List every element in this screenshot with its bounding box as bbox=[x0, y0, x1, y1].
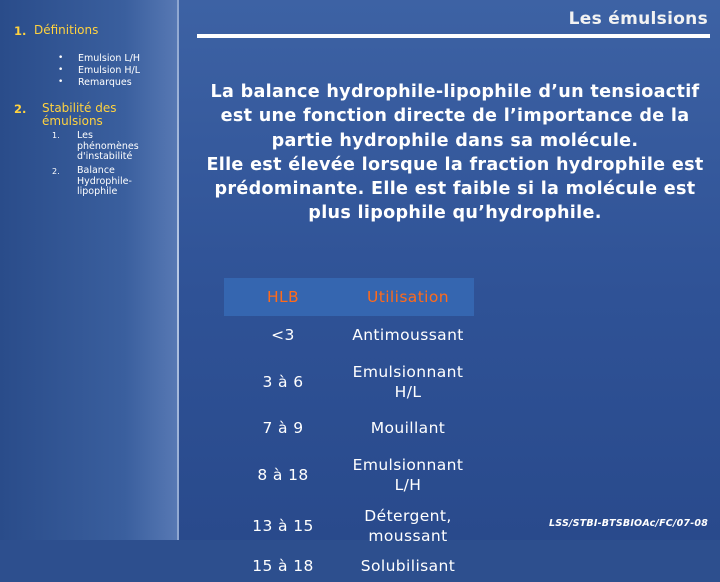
sidebar-item-label: phénomènes bbox=[77, 140, 139, 152]
utilisation-line: Emulsionnant bbox=[352, 362, 464, 381]
section-2-label-line: Stabilité des bbox=[42, 101, 117, 115]
table-row bbox=[224, 550, 474, 582]
hlb-value: 3 à 6 bbox=[262, 372, 304, 391]
table-row bbox=[224, 354, 474, 409]
sidebar-item-instabilite[interactable] bbox=[77, 131, 139, 163]
table-header-row bbox=[224, 278, 474, 316]
hlb-value: 13 à 15 bbox=[252, 517, 314, 535]
bullet-icon: • bbox=[58, 77, 64, 87]
section-1-link[interactable]: Définitions bbox=[34, 23, 99, 37]
sidebar-item-remarques[interactable]: Remarques bbox=[78, 77, 132, 88]
utilisation-value bbox=[342, 502, 474, 550]
sidebar-item-emulsion-hl[interactable]: Emulsion H/L bbox=[78, 65, 140, 76]
table-row bbox=[224, 316, 474, 354]
sidebar-item-label: d'instabilité bbox=[77, 151, 133, 162]
table-row bbox=[224, 409, 474, 447]
section-2-link[interactable] bbox=[42, 102, 132, 128]
utilisation-line: moussant bbox=[368, 527, 448, 545]
utilisation-value bbox=[342, 316, 474, 354]
sidebar-item-emulsion-lh[interactable]: Emulsion L/H bbox=[78, 53, 140, 64]
utilisation-line: Emulsionnant bbox=[352, 455, 464, 474]
utilisation-line: Solubilisant bbox=[360, 557, 456, 575]
table-row bbox=[224, 502, 474, 550]
sidebar-item-label: lipophile bbox=[77, 186, 118, 197]
hlb-value: <3 bbox=[271, 326, 295, 344]
hlb-value: 8 à 18 bbox=[257, 465, 309, 484]
hlb-table bbox=[224, 278, 474, 582]
paragraph-definition: La balance hydrophile-lipophile d’un tensioactif est une fonction directe de l’importance de la partie hydrophile dans sa molécule. bbox=[210, 82, 700, 151]
slide-footer: LSS/STBI-BTSBIOAc/FC/07-08 bbox=[549, 518, 708, 529]
sidebar-item-label: Balance bbox=[77, 165, 115, 176]
sidebar-item-label: Hydrophile- bbox=[77, 175, 132, 187]
hlb-value: 7 à 9 bbox=[262, 419, 304, 437]
hlb-value: 15 à 18 bbox=[252, 557, 314, 575]
utilisation-line: H/L bbox=[394, 382, 422, 401]
subsection-2-1-number: 1. bbox=[52, 131, 60, 140]
sidebar-item-label: Les bbox=[77, 130, 93, 141]
column-header-hlb: HLB bbox=[224, 278, 342, 316]
hlb-definition-text bbox=[200, 80, 710, 226]
bullet-icon: • bbox=[58, 53, 64, 63]
section-2-label-line: émulsions bbox=[42, 114, 103, 128]
utilisation-value bbox=[342, 409, 474, 447]
utilisation-line: Antimoussant bbox=[352, 326, 464, 344]
slide-title: Les émulsions bbox=[568, 9, 708, 29]
utilisation-line: L/H bbox=[394, 475, 422, 494]
utilisation-value bbox=[342, 447, 474, 502]
section-1-number: 1. bbox=[14, 24, 27, 38]
sidebar-item-balance-hlb[interactable] bbox=[77, 166, 132, 198]
utilisation-value bbox=[342, 550, 474, 582]
table-row bbox=[224, 447, 474, 502]
paragraph-explanation: Elle est élevée lorsque la fraction hydrophile est prédominante. Elle est faible si la molécule est plus lipophile qu’hydrophile. bbox=[206, 154, 704, 224]
utilisation-line: Détergent, bbox=[364, 507, 452, 525]
section-2-number: 2. bbox=[14, 102, 27, 116]
bullet-icon: • bbox=[58, 65, 64, 75]
subsection-2-2-number: 2. bbox=[52, 167, 60, 176]
utilisation-value bbox=[342, 354, 474, 409]
column-header-utilisation: Utilisation bbox=[342, 278, 474, 316]
title-underline bbox=[197, 34, 710, 38]
utilisation-line: Mouillant bbox=[370, 419, 446, 437]
